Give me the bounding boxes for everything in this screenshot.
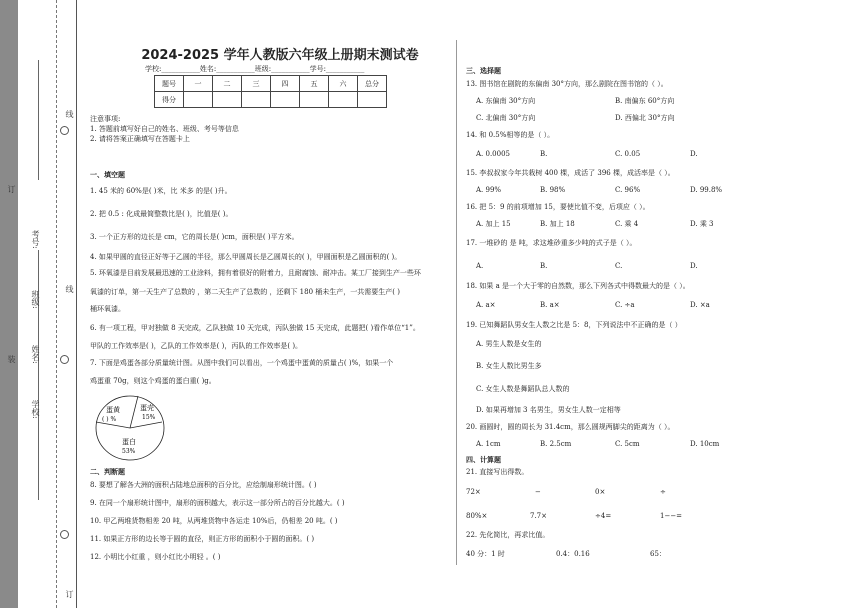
question-6-line1: 6. 有一项工程，甲对独做 8 天完成，乙队独做 10 天完成，丙队独做 15 天完成，此题把( )看作单位“1”。 [90,324,420,332]
margin-order-label: 订 [7,185,16,193]
egg-pie-chart [92,392,168,464]
question-15: 15. 李叔叔家今年共栽树 400 棵，成活了 396 棵，成活率是（ ）。 [466,169,675,177]
score-cell[interactable] [300,92,329,108]
pie-label-shell: 蛋壳 [140,404,154,412]
option[interactable]: C. 5cm [615,440,640,448]
binding-margin [18,0,77,608]
option[interactable]: A. [476,262,484,270]
calc-item: ÷ [660,488,666,496]
option[interactable]: D. ×a [690,301,710,309]
hole-icon [60,126,69,135]
notice-item: 2. 请将答案正确填写在答题卡上 [90,135,190,143]
option[interactable]: B. [540,262,548,270]
question-7-line1: 7. 下面是鸡蛋各部分质量统计图。从图中我们可以看出，一个鸡蛋中蛋黄的质量占( )%，如果一个 [90,359,394,367]
section-heading: 三、选择题 [466,66,501,75]
column-divider [456,40,457,565]
margin-line [38,60,39,180]
ratio-item: 40 分：1 时 [466,550,505,558]
score-header-cell: 二 [213,76,242,92]
option[interactable]: C. 0.05 [615,150,641,158]
score-header-cell: 六 [329,76,358,92]
question-18: 18. 如果 a 是一个大于零的自然数，那么下列各式中得数最大的是（ ）。 [466,282,690,290]
margin-school-label: 学校: [31,400,40,419]
hole-icon [60,355,69,364]
score-header-cell: 三 [242,76,271,92]
student-info-line: 学校:___________姓名:___________班级:___________学号:___________ [145,65,365,73]
score-header-cell: 一 [184,76,213,92]
question-22: 22. 先化简比，再求比值。 [466,531,550,539]
option[interactable]: D. 西偏北 30°方向 [615,114,675,122]
option[interactable]: B. 98% [540,186,566,194]
binding-strip [0,0,18,608]
section-heading: 一、填空题 [90,170,125,179]
score-row-label: 得分 [155,92,184,108]
option[interactable]: C. 96% [615,186,641,194]
question-19: 19. 已知舞蹈队男女生人数之比是 5：8，下列说法中不正确的是（ ） [466,321,682,329]
hole-icon [60,530,69,539]
question-2: 2. 把 0.5 : 化成最简整数比是( )，比值是( )。 [90,210,233,218]
margin-line [38,250,39,500]
question-1: 1. 45 米的 60%是( )米，比 米多 的是( )升。 [90,187,232,195]
score-cell[interactable] [242,92,271,108]
option[interactable]: D. 乘 3 [690,220,714,228]
option[interactable]: C. [615,262,623,270]
option[interactable]: C. 女生人数是舞蹈队总人数的 [476,385,570,393]
option[interactable]: D. [690,150,698,158]
option[interactable]: B. 南偏东 60°方向 [615,97,675,105]
pie-label-yolk: 蛋黄 [106,406,120,414]
margin-outer-label: 订 [65,590,74,598]
question-9: 9. 在同一个扇形统计图中，扇形的面积越大，表示这一部分所占的百分比越大。( ) [90,499,345,507]
calc-item: 80%× [466,512,488,520]
option[interactable]: A. 1cm [476,440,501,448]
question-20: 20. 画圆时，圆的周长为 31.4cm，那么圆规两脚尖的距离为（ ）。 [466,423,675,431]
score-cell[interactable] [184,92,213,108]
score-cell[interactable] [213,92,242,108]
section-heading: 四、计算题 [466,455,501,464]
pie-label-white-pct: 53% [122,448,136,455]
ratio-item: 0.4：0.16 [556,550,590,558]
pie-label-shell-pct: 15% [142,414,156,421]
question-3: 3. 一个正方形的边长是 cm，它的周长是( )cm，面积是( )平方米。 [90,233,299,241]
question-4: 4. 如果甲圆的直径正好等于乙圆的半径，那么甲圆周长是乙圆周长的( )，甲圆面积是乙圆面积的( )。 [90,253,402,261]
option[interactable]: D. 99.8% [690,186,723,194]
option[interactable]: D. [690,262,698,270]
option[interactable]: C. ÷a [615,301,635,309]
option[interactable]: A. 99% [476,186,502,194]
question-12: 12. 小明比小红重 ，则小红比小明轻 。( ) [90,553,221,561]
margin-seal-label: 装 [7,355,16,363]
calc-item: 7.7× [530,512,547,520]
option[interactable]: A. 东偏南 30°方向 [476,97,536,105]
cut-line [56,0,57,608]
option[interactable]: D. 10cm [690,440,720,448]
calc-item: 0× [595,488,606,496]
option[interactable]: C. 北偏南 30°方向 [476,114,536,122]
option[interactable]: A. 0.0005 [476,150,510,158]
margin-examno-label: 考号: [31,230,40,249]
option[interactable]: B. 女生人数比男生多 [476,362,542,370]
margin-name-label: 姓名: [31,345,40,364]
option[interactable]: B. [540,150,548,158]
question-13: 13. 图书馆在剧院的东偏南 30°方向，那么剧院在图书馆的（ ）。 [466,80,668,88]
question-21: 21. 直接写出得数。 [466,468,529,476]
score-cell[interactable] [358,92,387,108]
score-header-cell: 总分 [358,76,387,92]
ratio-item: 65： [650,550,666,558]
question-11: 11. 如果正方形的边长等于圆的直径，则正方形的面积小于圆的面积。( ) [90,535,315,543]
pie-label-white: 蛋白 [122,438,136,446]
option[interactable]: A. a× [476,301,496,309]
option[interactable]: B. a× [540,301,560,309]
score-cell[interactable] [329,92,358,108]
option[interactable]: A. 加上 15 [476,220,511,228]
question-8: 8. 要想了解各大洲的面积占陆地总面积的百分比，应绘制扇形统计图。( ) [90,481,317,489]
notice-title: 注意事项: [90,115,121,123]
score-table [154,75,387,108]
calc-item: − [535,488,541,496]
score-header-cell: 五 [300,76,329,92]
option[interactable]: A. 男生人数是女生的 [476,340,542,348]
question-6-line2: 甲队的工作效率是( )，乙队的工作效率是( )，丙队的工作效率是( )。 [90,342,303,350]
margin-class-label: 班级: [31,290,40,309]
score-header-cell: 四 [271,76,300,92]
score-cell[interactable] [271,92,300,108]
option[interactable]: B. 2.5cm [540,440,572,448]
question-14: 14. 和 0.5%相等的是（ ）。 [466,131,555,139]
calc-item: ÷4= [595,512,612,520]
option[interactable]: D. 如果再增加 3 名男生，男女生人数一定相等 [476,406,621,414]
question-5-line2: 氧漆的订单，第一天生产了总数的 ，第二天生产了总数的 ，还剩下 180 桶未生产，一共需要生产( ) [90,288,400,296]
pie-label-yolk-pct: ( ) % [102,416,117,423]
question-10: 10. 甲乙两堆货物相差 20 吨，从两堆货物中各运走 10%后，仍相差 20 吨。( ) [90,517,338,525]
calc-item: 1−−= [660,512,683,520]
option[interactable]: B. 加上 18 [540,220,575,228]
question-7-line2: 鸡蛋重 70g，则这个鸡蛋的蛋白重( )g。 [90,377,216,385]
question-5-line3: 桶环氧漆。 [90,305,125,313]
option[interactable]: C. 乘 4 [615,220,639,228]
question-5-line1: 5. 环氧漆是目前发展最迅速的工业涂料，拥有着很好的附着力，且耐腐蚀、耐冲击。某工厂接到生产一些环 [90,269,421,277]
margin-line-label: 线 [65,110,74,118]
question-16: 16. 把 5：9 的前项增加 15，要使比值不变，后项应（ ）。 [466,203,650,211]
margin-line-label: 线 [65,285,74,293]
section-heading: 二、判断题 [90,467,125,476]
calc-item: 72× [466,488,481,496]
page-title: 2024-2025 学年人教版六年级上册期末测试卷 [141,48,419,63]
score-header-cell: 题号 [155,76,184,92]
question-17: 17. 一堆砂的 是 吨，求这堆砂重多少吨的式子是（ ）。 [466,239,637,247]
notice-item: 1. 答题前填写好自己的姓名、班级、考号等信息 [90,125,239,133]
